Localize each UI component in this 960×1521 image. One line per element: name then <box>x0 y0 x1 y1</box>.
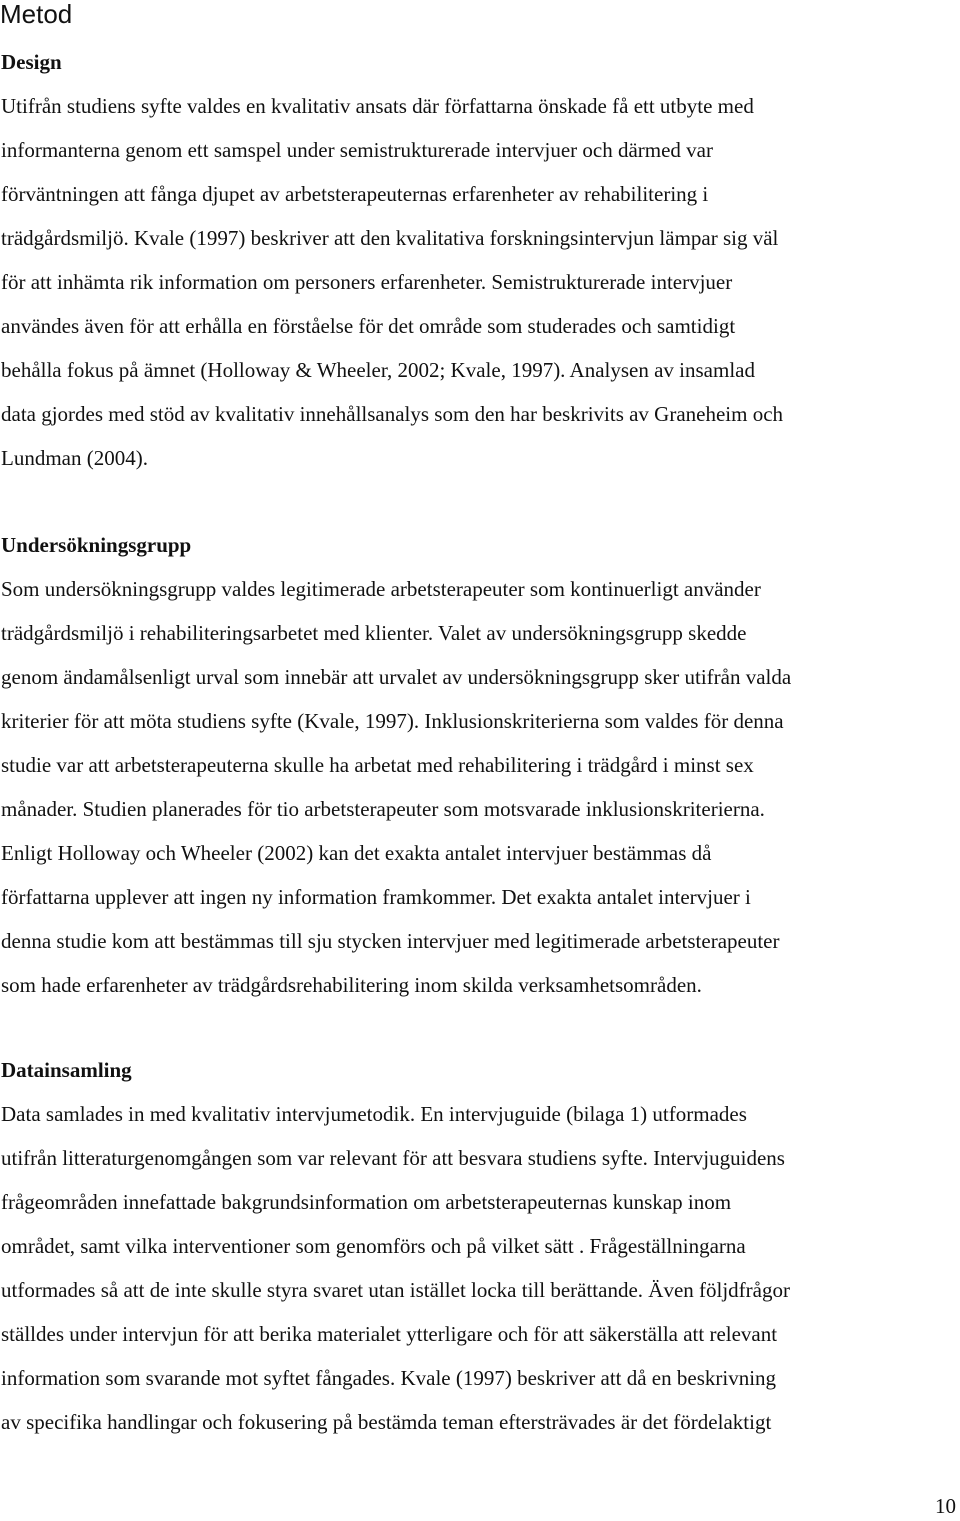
text-line: data gjordes med stöd av kvalitativ innehållsanalys som den har beskrivits av Graneheim och <box>1 402 784 426</box>
section-body-design <box>1 84 959 480</box>
text-line: behålla fokus på ämnet (Holloway & Wheeler, 2002; Kvale, 1997). Analysen av insamlad <box>1 358 755 382</box>
section-body-undersokningsgrupp <box>1 567 959 1007</box>
text-line: Data samlades in med kvalitativ intervjumetodik. En intervjuguide (bilaga 1) utformades <box>1 1102 747 1126</box>
text-line: trädgårdsmiljö. Kvale (1997) beskriver att den kvalitativa forskningsintervjun lämpar sig väl <box>1 226 779 250</box>
text-line: genom ändamålsenligt urval som innebär att urvalet av undersökningsgrupp sker utifrån valda <box>1 665 792 689</box>
section-heading-design: Design <box>1 50 62 74</box>
page-title: Metod <box>0 0 73 29</box>
text-line: utifrån litteraturgenomgången som var relevant för att besvara studiens syfte. Intervjuguidens <box>1 1146 785 1170</box>
text-line: som hade erfarenheter av trädgårdsrehabilitering inom skilda verksamhetsområden. <box>1 973 702 997</box>
text-line: denna studie kom att bestämmas till sju stycken intervjuer med legitimerade arbetsterapeuter <box>1 929 780 953</box>
text-line: frågeområden innefattade bakgrundsinformation om arbetsterapeuternas kunskap inom <box>1 1190 732 1214</box>
text-line: för att inhämta rik information om personers erfarenheter. Semistrukturerade intervjuer <box>1 270 733 294</box>
text-line: ställdes under intervjun för att berika materialet ytterligare och för att säkerställa att relevant <box>1 1322 778 1346</box>
section-datainsamling <box>1 1048 959 1444</box>
text-line: utformades så att de inte skulle styra svaret utan istället locka till berättande. Även följdfrågor <box>1 1278 790 1302</box>
page-number: 10 <box>935 1494 956 1518</box>
text-line: användes även för att erhålla en förståelse för det område som studerades och samtidigt <box>1 314 736 338</box>
text-line: området, samt vilka interventioner som genomförs och på vilket sätt . Frågeställningarna <box>1 1234 746 1258</box>
text-line: trädgårdsmiljö i rehabiliteringsarbetet med klienter. Valet av undersökningsgrupp skedde <box>1 621 747 645</box>
text-line: av specifika handlingar och fokusering på bestämda teman eftersträvades är det fördelaktigt <box>1 1410 772 1434</box>
text-line: månader. Studien planerades för tio arbetsterapeuter som motsvarade inklusionskriterierna. <box>1 797 765 821</box>
text-line: informanterna genom ett samspel under semistrukturerade intervjuer och därmed var <box>1 138 713 162</box>
section-body-datainsamling <box>1 1092 959 1444</box>
text-line: författarna upplever att ingen ny information framkommer. Det exakta antalet intervjuer i <box>1 885 751 909</box>
text-line: studie var att arbetsterapeuterna skulle ha arbetat med rehabilitering i trädgård i minst sex <box>1 753 754 777</box>
section-design <box>1 40 959 480</box>
text-line: Som undersökningsgrupp valdes legitimerade arbetsterapeuter som kontinuerligt använder <box>1 577 761 601</box>
section-heading-undersokningsgrupp: Undersökningsgrupp <box>1 533 192 557</box>
text-line: Utifrån studiens syfte valdes en kvalitativ ansats där författarna önskade få ett utbyte med <box>1 94 754 118</box>
section-heading-datainsamling: Datainsamling <box>1 1058 132 1082</box>
text-line: information som svarande mot syftet fångades. Kvale (1997) beskriver att då en beskrivning <box>1 1366 777 1390</box>
text-line: förväntningen att fånga djupet av arbetsterapeuternas erfarenheter av rehabilitering i <box>1 182 709 206</box>
text-line: kriterier för att möta studiens syfte (Kvale, 1997). Inklusionskriterierna som valdes för denna <box>1 709 784 733</box>
text-line: Enligt Holloway och Wheeler (2002) kan det exakta antalet intervjuer bestämmas då <box>1 841 712 865</box>
text-line: Lundman (2004). <box>1 446 148 470</box>
section-undersokningsgrupp <box>1 523 959 1007</box>
